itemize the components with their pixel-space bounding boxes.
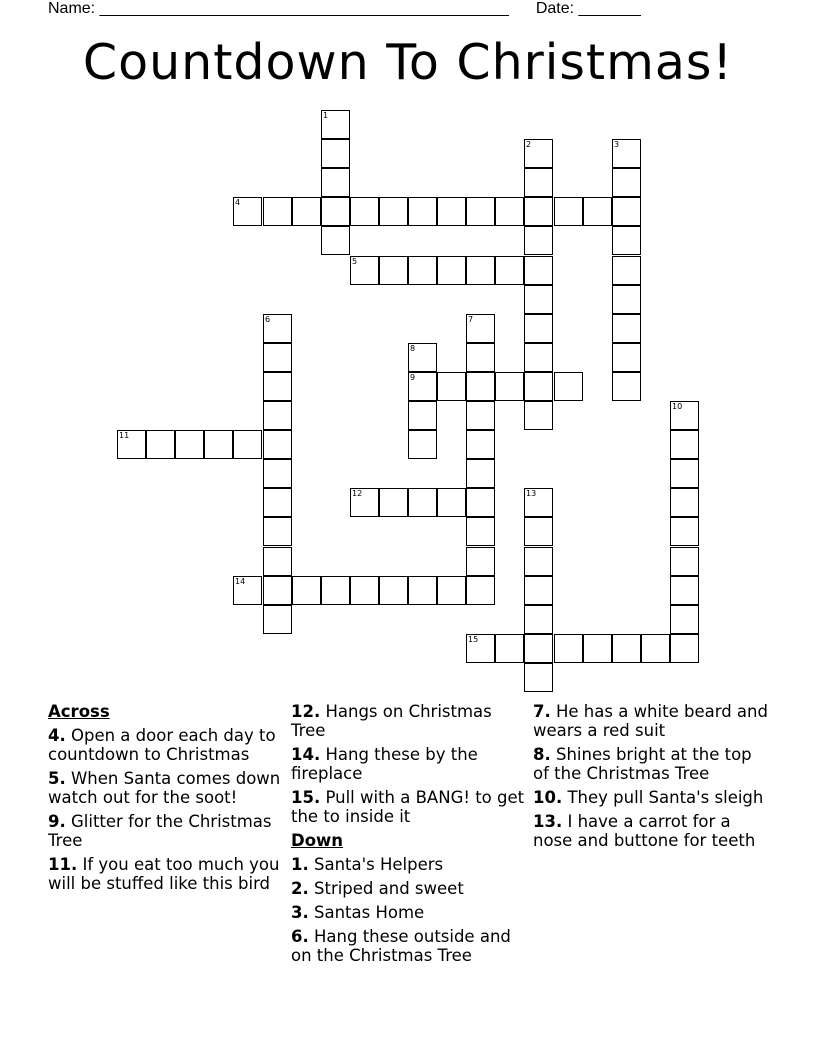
crossword-cell[interactable] — [524, 139, 553, 168]
crossword-cell[interactable] — [524, 547, 553, 576]
clue-item — [291, 788, 527, 826]
clue-column-3 — [533, 702, 769, 855]
clue-number: 10. — [533, 788, 563, 807]
clue-number: 7 — [468, 315, 474, 324]
crossword-cell[interactable] — [612, 343, 641, 372]
crossword-cell[interactable] — [583, 197, 612, 226]
crossword-cell[interactable] — [670, 488, 699, 517]
crossword-cell[interactable] — [641, 634, 670, 663]
crossword-cell[interactable] — [321, 576, 350, 605]
crossword-cell[interactable] — [466, 343, 495, 372]
crossword-cell[interactable] — [437, 488, 466, 517]
crossword-cell[interactable] — [524, 488, 553, 517]
clue-number: 12. — [291, 702, 321, 721]
crossword-cell[interactable] — [524, 197, 553, 226]
clue-item — [291, 927, 527, 965]
clue-text: Open a door each day to countdown to Christmas — [48, 726, 276, 764]
clue-text: Pull with a BANG! to get the to inside it — [291, 788, 525, 826]
crossword-cell[interactable] — [263, 547, 292, 576]
crossword-cell[interactable] — [408, 256, 437, 285]
clue-text: Hang these by the fireplace — [291, 745, 478, 783]
clue-number: 8 — [410, 344, 416, 353]
crossword-cell[interactable] — [408, 430, 437, 459]
crossword-cell[interactable] — [670, 576, 699, 605]
clue-item — [291, 745, 527, 783]
crossword-cell[interactable] — [524, 256, 553, 285]
clue-number: 11. — [48, 855, 78, 874]
clue-number: 8. — [533, 745, 551, 764]
crossword-cell[interactable] — [175, 430, 204, 459]
crossword-cell[interactable] — [524, 517, 553, 546]
clue-item — [291, 903, 527, 922]
clue-number: 11 — [119, 431, 130, 440]
crossword-cell[interactable] — [263, 197, 292, 226]
down-heading: Down — [291, 831, 344, 850]
clue-number: 7. — [533, 702, 551, 721]
crossword-cell[interactable] — [233, 430, 262, 459]
clue-number: 5. — [48, 769, 66, 788]
crossword-cell[interactable] — [263, 430, 292, 459]
crossword-cell[interactable] — [495, 256, 524, 285]
clue-number: 14 — [235, 577, 246, 586]
crossword-cell[interactable] — [321, 110, 350, 139]
crossword-cell[interactable] — [408, 576, 437, 605]
clue-item — [533, 702, 769, 740]
crossword-cell[interactable] — [524, 634, 553, 663]
crossword-cell[interactable] — [437, 256, 466, 285]
clue-text: If you eat too much you will be stuffed like this bird — [48, 855, 280, 893]
crossword-cell[interactable] — [466, 634, 495, 663]
crossword-cell[interactable] — [612, 372, 641, 401]
clue-number: 14. — [291, 745, 321, 764]
crossword-cell[interactable] — [466, 372, 495, 401]
date-field[interactable]: _______ — [578, 0, 641, 17]
crossword-cell[interactable] — [292, 576, 321, 605]
name-label: Name: — [48, 0, 96, 17]
crossword-cell[interactable] — [612, 197, 641, 226]
clue-column-1 — [48, 702, 284, 898]
clue-text: They pull Santa's sleigh — [562, 788, 764, 807]
clue-item — [533, 745, 769, 783]
crossword-cell[interactable] — [263, 314, 292, 343]
crossword-cell[interactable] — [437, 197, 466, 226]
crossword-cell[interactable] — [670, 605, 699, 634]
crossword-cell[interactable] — [466, 256, 495, 285]
clue-text: When Santa comes down watch out for the soot! — [48, 769, 281, 807]
crossword-cell[interactable] — [437, 576, 466, 605]
clue-item — [291, 855, 527, 874]
clue-item — [533, 788, 769, 807]
crossword-cell[interactable] — [495, 197, 524, 226]
clue-number: 10 — [672, 402, 683, 411]
crossword-cell[interactable] — [350, 256, 379, 285]
clue-number: 4. — [48, 726, 66, 745]
crossword-cell[interactable] — [146, 430, 175, 459]
crossword-cell[interactable] — [612, 634, 641, 663]
crossword-cell[interactable] — [524, 663, 553, 692]
clue-text: Shines bright at the top of the Christmas Tree — [533, 745, 752, 783]
clue-item — [48, 855, 284, 893]
clue-text: Hang these outside and on the Christmas Tree — [291, 927, 511, 965]
clue-number: 12 — [352, 489, 363, 498]
crossword-cell[interactable] — [612, 168, 641, 197]
date-label: Date: — [535, 0, 575, 17]
crossword-cell[interactable] — [263, 605, 292, 634]
clue-text: He has a white beard and wears a red suit — [533, 702, 768, 740]
clue-number: 6. — [291, 927, 309, 946]
crossword-cell[interactable] — [292, 197, 321, 226]
crossword-cell[interactable] — [612, 226, 641, 255]
across-heading: Across — [48, 702, 110, 721]
clue-number: 3 — [614, 140, 620, 149]
clue-item — [48, 769, 284, 807]
crossword-cell[interactable] — [583, 634, 612, 663]
crossword-cell[interactable] — [408, 343, 437, 372]
crossword-cell[interactable] — [263, 459, 292, 488]
crossword-cell[interactable] — [321, 168, 350, 197]
crossword-cell[interactable] — [466, 517, 495, 546]
clue-number: 15. — [291, 788, 321, 807]
crossword-cell[interactable] — [524, 226, 553, 255]
crossword-cell[interactable] — [612, 285, 641, 314]
crossword-cell[interactable] — [117, 430, 146, 459]
crossword-cell[interactable] — [612, 256, 641, 285]
crossword-cell[interactable] — [233, 576, 262, 605]
crossword-cell[interactable] — [670, 430, 699, 459]
crossword-cell[interactable] — [524, 168, 553, 197]
clue-number: 3. — [291, 903, 309, 922]
crossword-cell[interactable] — [379, 576, 408, 605]
crossword-cell[interactable] — [670, 634, 699, 663]
crossword-cell[interactable] — [408, 197, 437, 226]
clue-item — [533, 812, 769, 850]
clue-number: 4 — [235, 198, 241, 207]
crossword-cell[interactable] — [524, 401, 553, 430]
crossword-cell[interactable] — [350, 197, 379, 226]
clue-item — [48, 812, 284, 850]
crossword-cell[interactable] — [263, 488, 292, 517]
clue-number: 2. — [291, 879, 309, 898]
crossword-cell[interactable] — [466, 197, 495, 226]
clue-item — [48, 726, 284, 764]
crossword-cell[interactable] — [263, 343, 292, 372]
clue-number: 13 — [526, 489, 537, 498]
crossword-cell[interactable] — [350, 576, 379, 605]
crossword-cell[interactable] — [524, 372, 553, 401]
crossword-cell[interactable] — [466, 314, 495, 343]
crossword-cell[interactable] — [321, 226, 350, 255]
crossword-cell[interactable] — [670, 517, 699, 546]
clue-text: I have a carrot for a nose and buttone for teeth — [533, 812, 756, 850]
clue-text: Glitter for the Christmas Tree — [48, 812, 272, 850]
crossword-cell[interactable] — [350, 488, 379, 517]
crossword-cell[interactable] — [379, 488, 408, 517]
clue-text: Santas Home — [308, 903, 425, 922]
crossword-cell[interactable] — [466, 459, 495, 488]
clue-number: 9 — [410, 373, 416, 382]
crossword-cell[interactable] — [554, 372, 583, 401]
crossword-cell[interactable] — [524, 285, 553, 314]
crossword-cell[interactable] — [466, 576, 495, 605]
crossword-cell[interactable] — [263, 372, 292, 401]
clue-number: 13. — [533, 812, 563, 831]
crossword-cell[interactable] — [379, 256, 408, 285]
clue-number: 2 — [526, 140, 532, 149]
clue-number: 15 — [468, 635, 479, 644]
page-title: Countdown To Christmas! — [82, 34, 734, 91]
crossword-cell[interactable] — [263, 517, 292, 546]
clue-text: Striped and sweet — [308, 879, 464, 898]
crossword-cell[interactable] — [321, 139, 350, 168]
crossword-cell[interactable] — [612, 139, 641, 168]
crossword-cell[interactable] — [670, 401, 699, 430]
crossword-cell[interactable] — [408, 488, 437, 517]
crossword-cell[interactable] — [612, 314, 641, 343]
clue-text: Santa's Helpers — [308, 855, 444, 874]
crossword-cell[interactable] — [204, 430, 233, 459]
clue-number: 9. — [48, 812, 66, 831]
clue-column-2 — [291, 702, 527, 970]
crossword-cell[interactable] — [466, 430, 495, 459]
crossword-cell[interactable] — [466, 547, 495, 576]
crossword-cell[interactable] — [524, 576, 553, 605]
clue-number: 5 — [352, 257, 358, 266]
name-field[interactable]: ______________________________________________ — [99, 0, 509, 17]
crossword-cell[interactable] — [524, 605, 553, 634]
crossword-cell[interactable] — [495, 372, 524, 401]
crossword-cell[interactable] — [263, 576, 292, 605]
crossword-cell[interactable] — [437, 372, 466, 401]
clue-number: 6 — [265, 315, 271, 324]
crossword-cell[interactable] — [408, 372, 437, 401]
crossword-cell[interactable] — [495, 634, 524, 663]
clue-item — [291, 702, 527, 740]
crossword-cell[interactable] — [524, 314, 553, 343]
crossword-cell[interactable] — [524, 343, 553, 372]
crossword-cell[interactable] — [554, 634, 583, 663]
crossword-cell[interactable] — [263, 401, 292, 430]
crossword-cell[interactable] — [379, 197, 408, 226]
crossword-cell[interactable] — [233, 197, 262, 226]
clue-number: 1. — [291, 855, 309, 874]
clue-item — [291, 879, 527, 898]
crossword-cell[interactable] — [554, 197, 583, 226]
crossword-cell[interactable] — [670, 459, 699, 488]
crossword-cell[interactable] — [466, 488, 495, 517]
crossword-cell[interactable] — [466, 401, 495, 430]
clue-text: Hangs on Christmas Tree — [291, 702, 492, 740]
crossword-cell[interactable] — [408, 401, 437, 430]
crossword-cell[interactable] — [670, 547, 699, 576]
crossword-cell[interactable] — [321, 197, 350, 226]
clue-number: 1 — [323, 111, 329, 120]
